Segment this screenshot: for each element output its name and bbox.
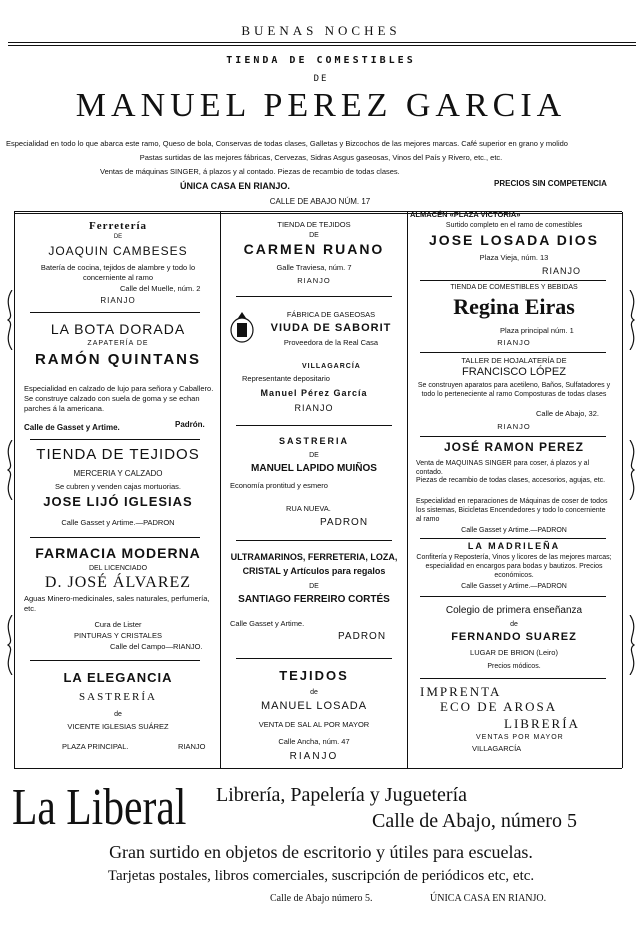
header-address: CALLE DE ABAJO NÚM. 17 xyxy=(269,197,371,206)
footer-line3: Gran surtido en objetos de escritorio y útiles para escuelas. xyxy=(109,842,533,862)
curl-ornament-icon xyxy=(2,290,16,350)
footer-addr: Calle de Abajo número 5. xyxy=(270,893,373,904)
footer-line2: Calle de Abajo, número 5 xyxy=(372,810,577,832)
brand-la-liberal: La Liberal xyxy=(12,779,187,836)
owner-name: MANUEL PEREZ GARCIA xyxy=(75,87,567,124)
masthead: BUENAS NOCHES xyxy=(241,23,401,38)
royal-crest-icon xyxy=(228,310,256,344)
header-line1: Especialidad en todo lo que abarca este ramo, Queso de bola, Conservas de todas clases, Galletas y Bizcochos de las mejores marcas. Café superior en grano y molido xyxy=(6,139,568,148)
header-line2: Pastas surtidas de las mejores fábricas, Cervezas, Sidras Asgus gaseosas, Vinos del País y Rivero, etc., etc. xyxy=(139,153,503,162)
curl-ornament-icon xyxy=(626,440,640,500)
footer-line4: Tarjetas postales, libros comerciales, suscripción de periódicos etc, etc. xyxy=(107,868,535,884)
curl-ornament-icon xyxy=(626,290,640,350)
header-unica: ÚNICA CASA EN RIANJO. xyxy=(180,181,290,191)
curl-ornament-icon xyxy=(2,615,16,675)
header-precios: PRECIOS SIN COMPETENCIA xyxy=(494,179,607,188)
tienda-title: TIENDA DE COMESTIBLES xyxy=(226,55,416,66)
footer-line1: Librería, Papelería y Juguetería xyxy=(216,784,467,806)
footer-unica: ÚNICA CASA EN RIANJO. xyxy=(430,893,547,904)
de-label: DE xyxy=(313,74,329,84)
curl-ornament-icon xyxy=(2,440,16,500)
curl-ornament-icon xyxy=(626,615,640,675)
header-line3: Ventas de máquinas SINGER, á plazos y al contado. Piezas de recambio de todas clases. xyxy=(100,167,400,176)
